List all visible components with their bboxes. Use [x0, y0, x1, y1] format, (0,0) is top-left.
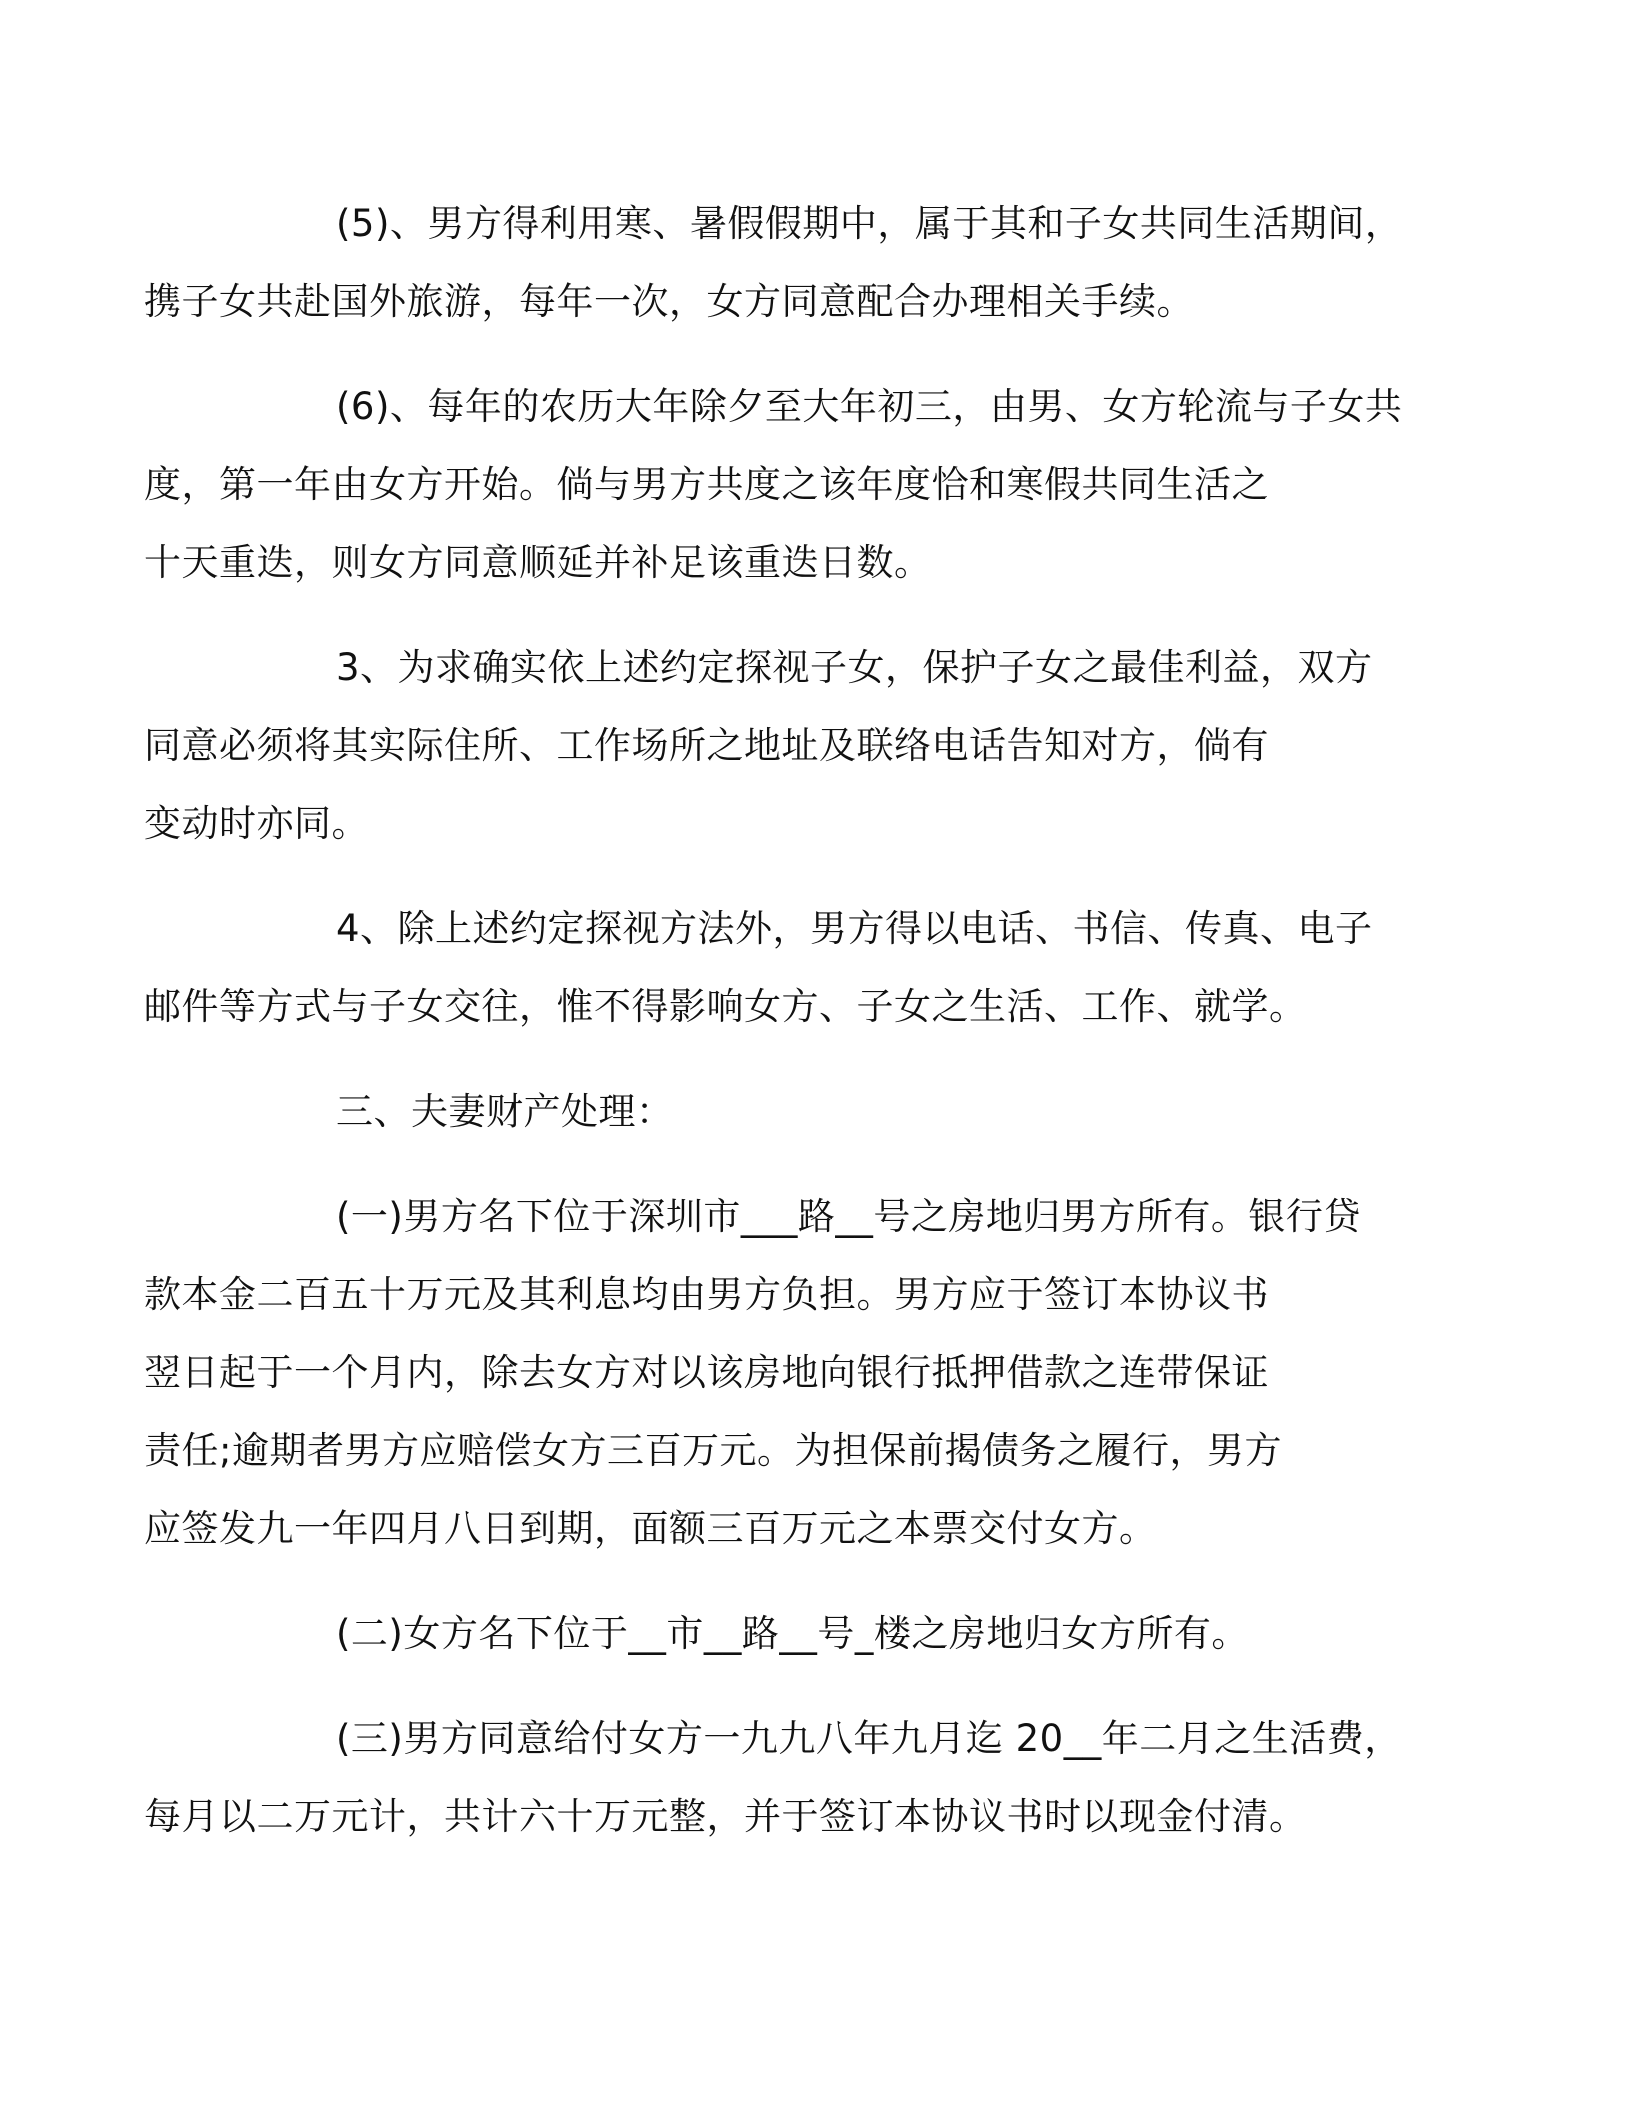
text-line: 三、夫妻财产处理： — [336, 1090, 674, 1133]
text-line: 度，第一年由女方开始。倘与男方共度之该年度恰和寒假共同生活之 — [144, 463, 1269, 506]
paragraph-6-new-year — [144, 368, 1403, 602]
paragraph-5-travel — [144, 185, 1403, 341]
text-line: 4、除上述约定探视方法外，男方得以电话、书信、传真、电子 — [336, 907, 1373, 950]
text-line: 同意必须将其实际住所、工作场所之地址及联络电话告知对方，倘有 — [144, 724, 1269, 767]
text-line: (一)男方名下位于深圳市___路__号之房地归男方所有。银行贷 — [336, 1195, 1361, 1238]
text-line: 责任;逾期者男方应赔偿女方三百万元。为担保前揭债务之履行，男方 — [144, 1429, 1282, 1472]
paragraph-property-1 — [144, 1178, 1400, 1568]
text-line: (5)、男方得利用寒、暑假假期中，属于其和子女共同生活期间， — [336, 202, 1403, 245]
text-line: (三)男方同意给付女方一九九八年九月迄 20__年二月之生活费， — [336, 1717, 1402, 1760]
text-line: 携子女共赴国外旅游，每年一次，女方同意配合办理相关手续。 — [144, 280, 1194, 323]
text-line: 邮件等方式与子女交往，惟不得影响女方、子女之生活、工作、就学。 — [144, 985, 1307, 1028]
paragraph-property-2 — [240, 1595, 1400, 1673]
text-line: 款本金二百五十万元及其利息均由男方负担。男方应于签订本协议书 — [144, 1273, 1269, 1316]
section-heading-property — [240, 1073, 1400, 1151]
text-line: 每月以二万元计，共计六十万元整，并于签订本协议书时以现金付清。 — [144, 1795, 1307, 1838]
text-line: 应签发九一年四月八日到期，面额三百万元之本票交付女方。 — [144, 1507, 1157, 1550]
paragraph-3-address — [144, 629, 1400, 863]
text-line: 翌日起于一个月内，除去女方对以该房地向银行抵押借款之连带保证 — [144, 1351, 1269, 1394]
text-line: 3、为求确实依上述约定探视子女，保护子女之最佳利益，双方 — [336, 646, 1373, 689]
text-line: 十天重迭，则女方同意顺延并补足该重迭日数。 — [144, 541, 932, 584]
paragraph-property-3 — [144, 1700, 1402, 1856]
text-line: 变动时亦同。 — [144, 802, 369, 845]
document-body — [144, 185, 1403, 1883]
text-line: (二)女方名下位于__市__路__号_楼之房地归女方所有。 — [336, 1612, 1249, 1655]
text-line: (6)、每年的农历大年除夕至大年初三，由男、女方轮流与子女共 — [336, 385, 1403, 428]
paragraph-4-contact — [144, 890, 1400, 1046]
